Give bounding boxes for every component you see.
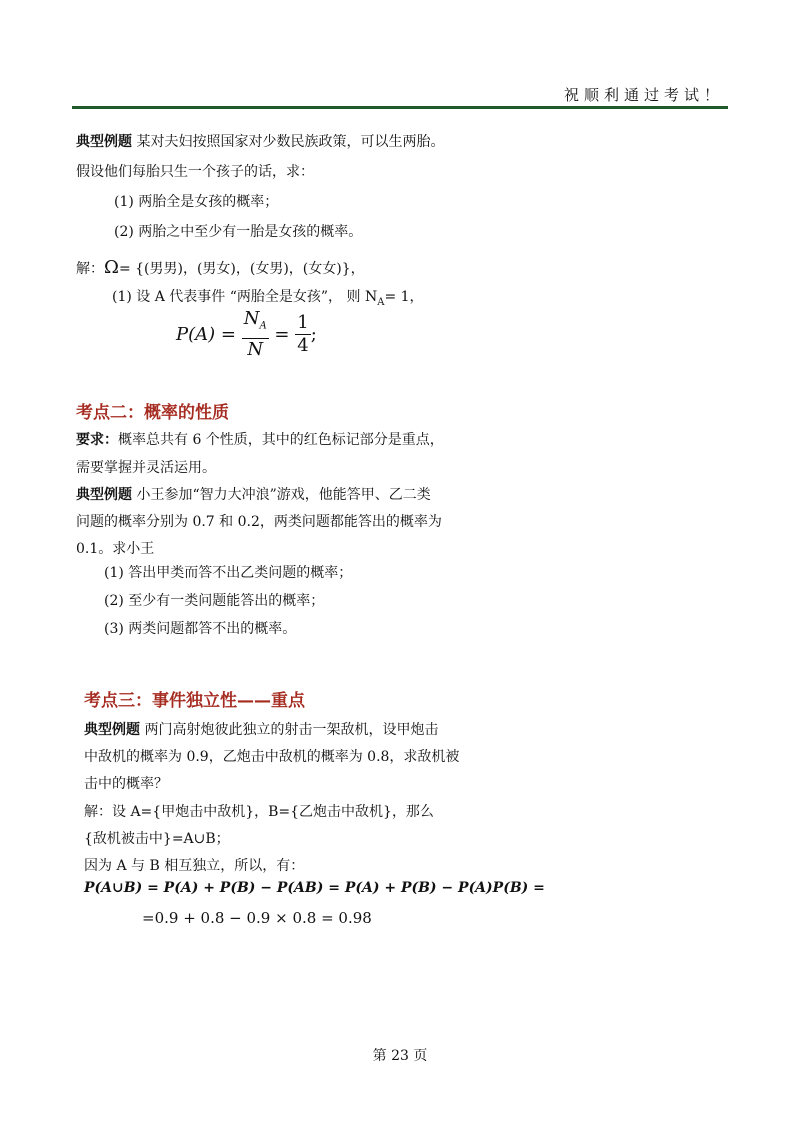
solution-prefix: 解：: [76, 261, 104, 277]
fraction-one-quarter: [295, 312, 310, 357]
fraction1-numerator: N: [243, 308, 260, 329]
section3-title: 考点三：事件独立性——重点: [84, 691, 305, 711]
sample-space: = {(男男)，(男女)，(女男)，(女女)}，: [118, 261, 365, 277]
independence-equation: P(A∪B) = P(A) + P(B) − P(AB) = P(A) + P(B) − P(A)P(B) =: [84, 880, 545, 896]
section3-solution-line3: 因为 A 与 B 相互独立，所以，有：: [84, 858, 305, 874]
equals-sign: =: [274, 323, 290, 345]
example1-question2: (2) 两胎之中至少有一胎是女孩的概率。: [114, 224, 363, 240]
running-header: 祝顺利通过考试！: [563, 86, 724, 104]
example1-line2: 假设他们每胎只生一个孩子的话，求：: [76, 164, 314, 180]
section3-example-line3: 击中的概率？: [84, 776, 168, 792]
formula-end: ;: [310, 323, 317, 345]
section3-solution-line2: {敌机被击中}=A∪B；: [84, 831, 230, 847]
section3-solution-line1: 解：设 A={甲炮击中敌机}，B={乙炮击中敌机}，那么: [84, 804, 434, 820]
example1-solution-set: [76, 258, 365, 279]
example1-label: 典型例题: [76, 134, 132, 150]
example1-line1: [76, 132, 444, 152]
section3-example-line2: 中敌机的概率为 0.9，乙炮击中敌机的概率为 0.8，求敌机被: [84, 749, 460, 765]
section2-example-line1: [76, 485, 431, 505]
section3-example-line1: [84, 720, 438, 740]
section2-question1: (1) 答出甲类而答不出乙类问题的概率；: [104, 565, 353, 581]
section3-example-text1: 两门高射炮彼此独立的射击一架敌机，设甲炮击: [140, 722, 439, 738]
fraction2-numerator: 1: [297, 311, 309, 333]
section2-title: 考点二：概率的性质: [76, 403, 229, 423]
fraction2-denominator: 4: [297, 334, 309, 356]
independence-result: =0.9 + 0.8 − 0.9 × 0.8 = 0.98: [142, 909, 372, 927]
solution1-end: = 1，: [384, 289, 424, 305]
section2-example-line2: 问题的概率分别为 0.7 和 0.2，两类问题都能答出的概率为: [76, 514, 442, 530]
section3-example-label: 典型例题: [84, 722, 140, 738]
fraction-na-over-n: [242, 308, 269, 361]
fraction1-numerator-sub: A: [259, 320, 267, 332]
example1-text1: 某对夫妇按照国家对少数民族政策，可以生两胎。: [132, 134, 445, 150]
probability-formula: [176, 308, 317, 361]
section2-example-label: 典型例题: [76, 487, 132, 503]
omega-symbol: Ω: [104, 257, 119, 278]
requirement-text: 概率总共有 6 个性质，其中的红色标记部分是重点，: [118, 432, 444, 448]
section2-example-text1: 小王参加“智力大冲浪”游戏，他能答甲、乙二类: [132, 487, 431, 503]
solution1-text: (1) 设 A 代表事件 “两胎全是女孩”， 则 N: [112, 289, 378, 305]
fraction1-denominator: N: [247, 338, 264, 360]
section2-example-line3: 0.1。求小王: [76, 541, 155, 557]
page-number: 第 23 页: [372, 1048, 428, 1064]
section2-requirement-line2: 需要掌握并灵活运用。: [76, 460, 216, 476]
section2-requirement: [76, 430, 444, 450]
section2-question2: (2) 至少有一类问题能答出的概率；: [104, 593, 325, 609]
requirement-label: 要求：: [76, 432, 118, 448]
section2-question3: (3) 两类问题都答不出的概率。: [104, 621, 297, 637]
header-rule: [72, 106, 728, 109]
solution1-subscript: A: [377, 296, 385, 308]
example1-question1: (1) 两胎全是女孩的概率；: [114, 194, 279, 210]
formula-left: P(A) =: [176, 323, 236, 345]
